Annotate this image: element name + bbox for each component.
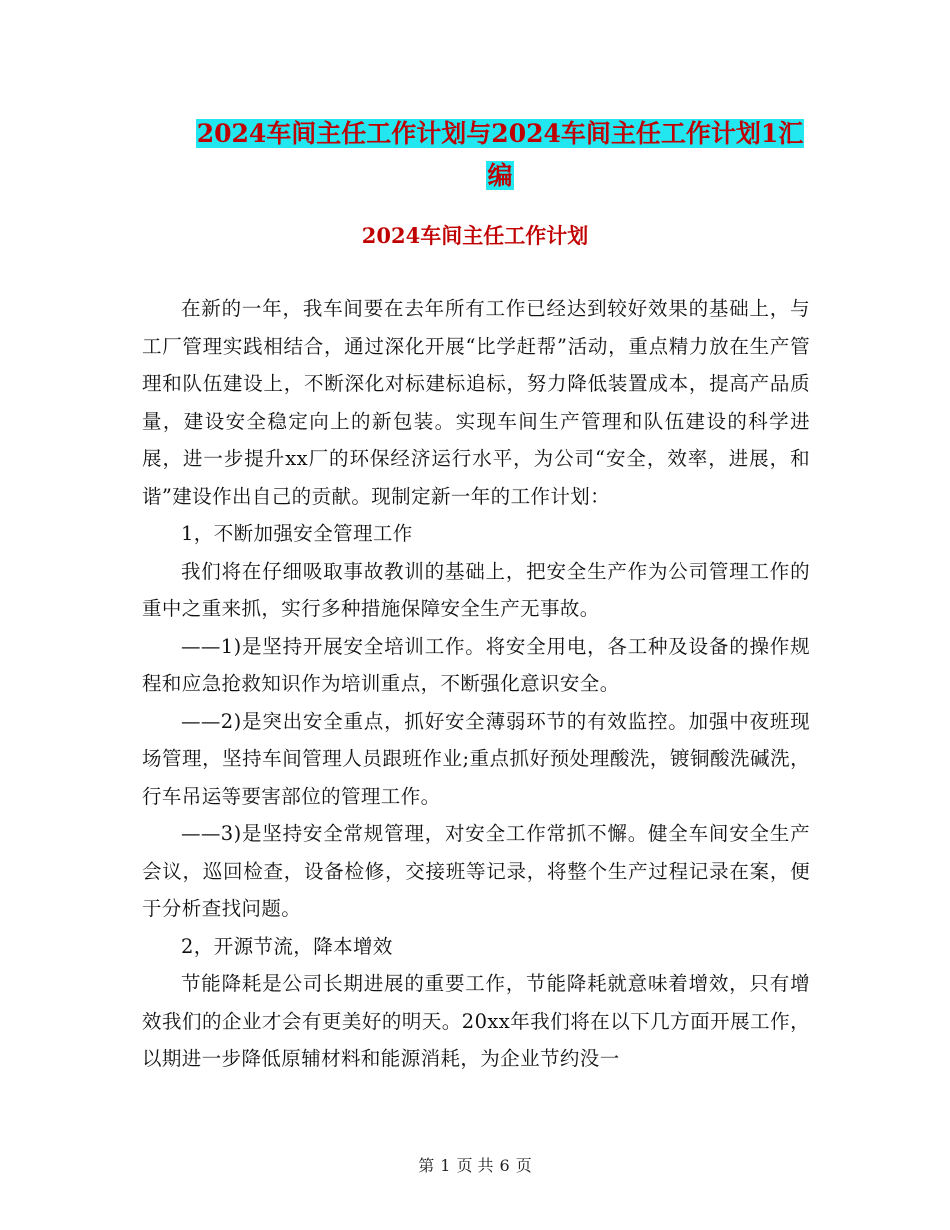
section-title: 2024车间主任工作计划 xyxy=(361,223,589,248)
paragraph-intro: 在新的一年，我车间要在去年所有工作已经达到较好效果的基础上，与工厂管理实践相结合，通过深化开展“比学赶帮”活动，重点精力放在生产管理和队伍建设上，不断深化对标建标追标，努力降低装置成本，提高产品质量，建设安全稳定向上的新包装。实现车间生产管理和队伍建设的科学进展，进一步提升xx厂的环保经济运行水平，为公司“安全，效率，进展，和谐”建设作出自己的贡献。现制定新一年的工作计划： xyxy=(142,297,810,508)
document-title-line-1: 2024车间主任工作计划与2024车间主任工作计划1汇 xyxy=(196,119,804,148)
paragraph-safety-item-1: ——1)是坚持开展安全培训工作。将安全用电，各工种及设备的操作规程和应急抢救知识作为培训重点，不断强化意识安全。 xyxy=(142,634,810,695)
footer-page-number: 1 xyxy=(440,1156,451,1175)
footer-page-suffix: 页 xyxy=(515,1156,532,1175)
document-body xyxy=(142,290,810,1078)
paragraph-safety-item-2: ——2)是突出安全重点，抓好安全薄弱环节的有效监控。加强中夜班现场管理，坚持车间管理人员跟班作业;重点抓好预处理酸洗，镀铜酸洗碱洗，行车吊运等要害部位的管理工作。 xyxy=(142,709,810,808)
paragraph-energy: 节能降耗是公司长期进展的重要工作，节能降耗就意味着增效，只有增效我们的企业才会有更美好的明天。20xx年我们将在以下几方面开展工作，以期进一步降低原辅材料和能源消耗，为企业节约没一 xyxy=(142,972,810,1070)
footer-page-mid: 页 共 xyxy=(456,1156,494,1175)
document-title xyxy=(150,113,850,197)
paragraph-heading-2: 2，开源节流，降本增效 xyxy=(181,934,393,958)
document-title-line-2: 编 xyxy=(487,161,513,190)
footer-page-prefix: 第 xyxy=(418,1156,435,1175)
page-footer xyxy=(0,1154,950,1178)
paragraph-heading-1: 1，不断加强安全管理工作 xyxy=(181,522,413,545)
paragraph-safety-intro: 我们将在仔细吸取事故教训的基础上，把安全生产作为公司管理工作的重中之重来抓，实行多种措施保障安全生产无事故。 xyxy=(142,559,810,620)
footer-page-total: 6 xyxy=(499,1156,510,1175)
paragraph-safety-item-3: ——3)是坚持安全常规管理，对安全工作常抓不懈。健全车间安全生产会议，巡回检查，设备检修，交接班等记录，将整个生产过程记录在案，便于分析查找问题。 xyxy=(142,822,810,920)
